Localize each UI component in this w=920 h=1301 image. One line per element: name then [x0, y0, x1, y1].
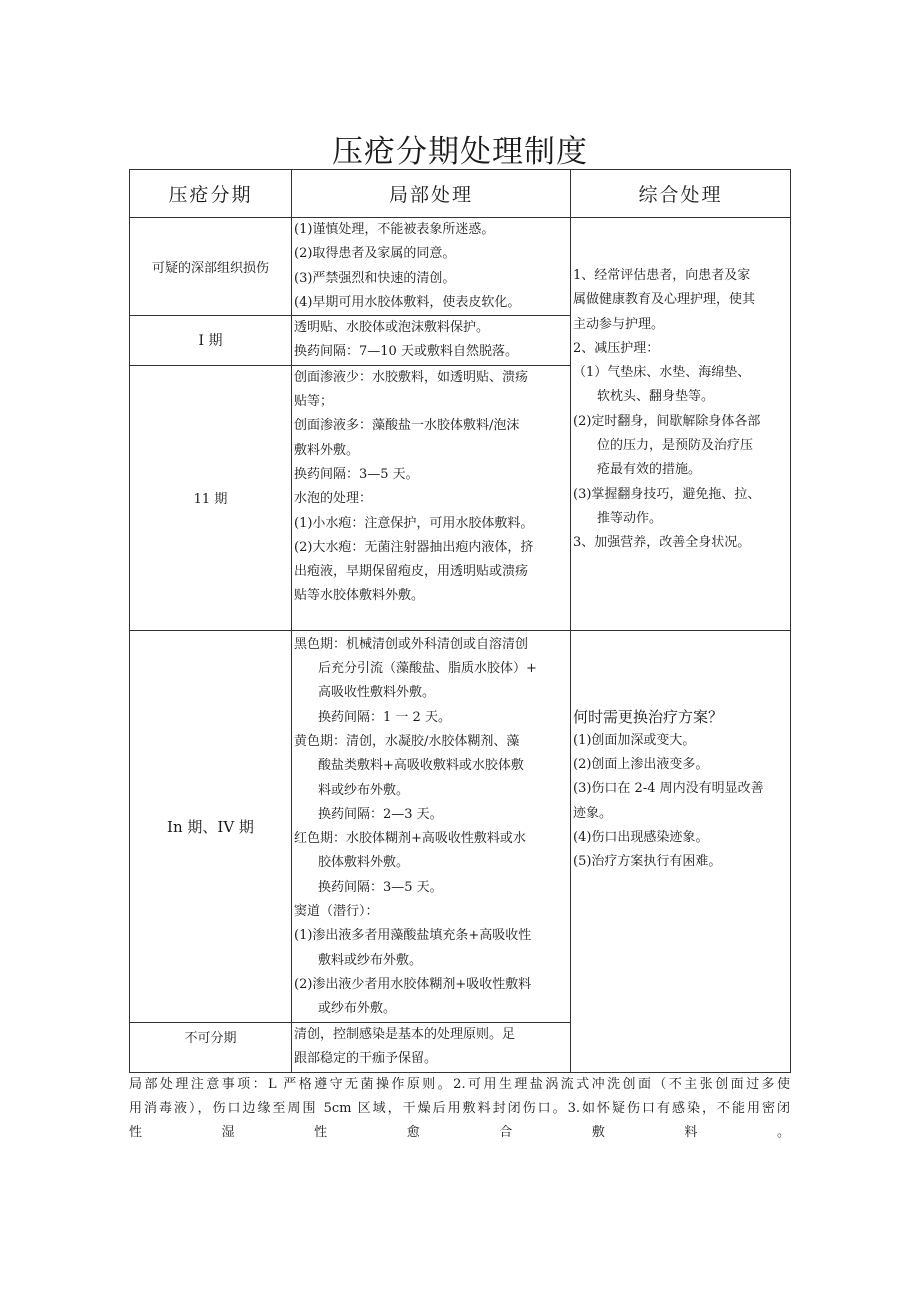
comprehensive-care-cell: [571, 218, 791, 631]
text-line: 推等动作。: [597, 510, 663, 526]
table-row: [130, 218, 791, 316]
stage-name: In 期、IV 期: [130, 630, 292, 1022]
change-plan-heading: 何时需更换治疗方案？: [573, 707, 724, 726]
text-line: 2、减压护理：: [573, 340, 660, 356]
text-line: 后充分引流（藻酸盐、脂质水胶体）+: [318, 661, 537, 677]
notes-line: 性 湿 性 愈 合 敷 料 。: [129, 1125, 790, 1140]
text-line: (2)创面上渗出液变多。: [573, 757, 709, 773]
stage-name: 不可分期: [130, 1022, 292, 1072]
text-line: (4)早期可用水胶体敷料，使表皮软化。: [294, 294, 521, 310]
header-local: 局部处理: [292, 170, 571, 218]
text-line: (2)大水疱：无菌注射器抽出疱内液体，挤: [294, 539, 534, 555]
text-line: (3)严禁强烈和快速的清创。: [294, 270, 456, 286]
text-line: 换药间隔：3—5 天。: [318, 879, 443, 895]
text-line: (3)伤口在 2-4 周内没有明显改善: [573, 781, 764, 797]
text-line: 跟部稳定的干痂予保留。: [294, 1050, 438, 1066]
text-line: 贴等水胶体敷料外敷。: [294, 588, 425, 604]
text-line: 位的压力，是预防及治疗压: [597, 438, 754, 454]
text-line: 迹象。: [573, 805, 613, 821]
text-line: (4)伤口出现感染迹象。: [573, 829, 709, 845]
text-line: 水泡的处理：: [294, 491, 373, 507]
text-line: 红色期：水胶体糊剂+高吸收性敷料或水: [294, 831, 526, 847]
text-line: 换药间隔：1 一 2 天。: [318, 709, 451, 725]
text-line: 黄色期：清创，水凝胶/水胶体糊剂、藻: [294, 733, 520, 749]
stage-name: 11 期: [130, 365, 292, 630]
text-line: 属做健康教育及心理护理，使其: [573, 292, 756, 308]
stage-name: I 期: [130, 316, 292, 366]
text-line: 3、加强营养，改善全身状况。: [573, 535, 751, 551]
notes-line: 用消毒液），伤口边缘至周围 5cm 区域，干燥后用敷料封闭伤口。3.如怀疑伤口有感染，不能用密闭: [129, 1101, 790, 1116]
text-line: 或纱布外敷。: [318, 1001, 397, 1017]
text-line: (1)渗出液多者用藻酸盐填充条+高吸收性: [294, 928, 532, 944]
text-line: 酸盐类敷料+高吸收敷料或水胶体敷: [318, 758, 524, 774]
page-title: 压疮分期处理制度: [332, 134, 588, 170]
notes-line: 局部处理注意事项：L 严格遵守无菌操作原则。2.可用生理盐涡流式冲洗创面（不主张创面过多使: [129, 1077, 790, 1092]
text-line: 高吸收性敷料外敷。: [318, 685, 436, 701]
text-line: 透明贴、水胶体或泡沫敷料保护。: [294, 320, 490, 336]
header-comprehensive: 综合处理: [571, 170, 791, 218]
text-line: 窦道（潜行）：: [294, 904, 379, 920]
local-treatment-notes: [129, 1073, 790, 1145]
text-line: 料或纱布外敷。: [318, 782, 410, 798]
local-cell: [292, 365, 571, 630]
local-cell: [292, 218, 571, 316]
treatment-table: [129, 169, 791, 1073]
text-line: 换药间隔：2—3 天。: [318, 806, 443, 822]
local-cell: [292, 1022, 571, 1072]
text-line: (1)小水疱：注意保护，可用水胶体敷料。: [294, 515, 534, 531]
text-line: (2)取得患者及家属的同意。: [294, 246, 456, 262]
text-line: 敷料外敷。: [294, 442, 360, 458]
text-line: 1、经常评估患者，向患者及家: [573, 268, 751, 283]
table-header-row: [130, 170, 791, 218]
text-line: 换药间隔：7—10 天或敷料自然脱落。: [294, 344, 518, 360]
text-line: 出疱液，早期保留疱皮，用透明贴或溃疡: [294, 564, 529, 580]
text-line: (2)定时翻身，间歇解除身体各部: [573, 413, 761, 429]
local-cell: [292, 316, 571, 366]
text-line: （1）气垫床、水垫、海绵垫、: [573, 365, 751, 381]
stage-name: 可疑的深部组织损伤: [130, 218, 292, 316]
text-line: (5)治疗方案执行有困难。: [573, 854, 722, 870]
text-line: (1)创面加深或变大。: [573, 732, 696, 748]
text-line: (1)谨慎处理，不能被表象所迷惑。: [294, 222, 495, 237]
text-line: 敷料或纱布外敷。: [318, 952, 423, 968]
text-line: 贴等；: [294, 394, 334, 410]
text-line: 清创，控制感染是基本的处理原则。足: [294, 1026, 516, 1042]
text-line: (2)渗出液少者用水胶体糊剂+吸收性敷料: [294, 976, 532, 992]
text-line: 黑色期：机械清创或外科清创或自溶清创: [294, 636, 529, 652]
change-plan-cell: [571, 630, 791, 1072]
text-line: 疮最有效的措施。: [597, 462, 702, 478]
text-line: 主动参与护理。: [573, 316, 665, 332]
text-line: 胶体敷料外敷。: [318, 855, 410, 871]
table-row: [130, 630, 791, 1022]
text-line: 软枕头、翻身垫等。: [597, 389, 715, 405]
text-line: (3)掌握翻身技巧，避免拖、拉、: [573, 486, 761, 502]
text-line: 创面渗液少：水胶敷料，如透明贴、溃疡: [294, 369, 529, 385]
text-line: 换药间隔：3—5 天。: [294, 466, 419, 482]
local-cell: [292, 630, 571, 1022]
text-line: 创面渗液多：藻酸盐一水胶体敷料/泡沫: [294, 418, 520, 434]
header-stage: 压疮分期: [130, 170, 292, 218]
